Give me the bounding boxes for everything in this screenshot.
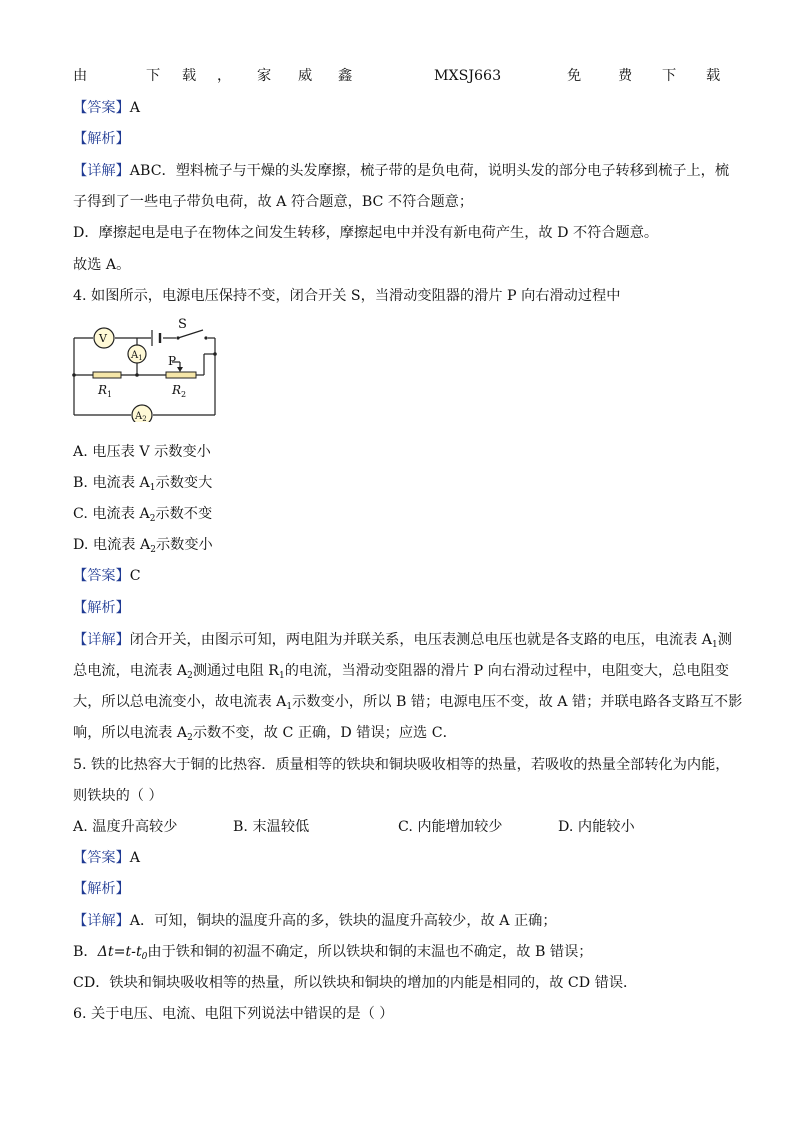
voltmeter-label: V [99, 332, 107, 345]
detail-text: ABC．塑料梳子与干燥的头发摩擦，梳子带的是负电荷，说明头发的部分电子转移到梳子上，梳 [129, 163, 730, 179]
q5-stem: 5. 铁的比热容大于铜的比热容．质量相等的铁块和铜块吸收相等的热量，若吸收的热量全部转化为内能， [73, 757, 730, 773]
q4-option-b: B. 电流表 $A_1$示数变大 [73, 475, 213, 493]
junction-dot [135, 373, 139, 377]
circuit-diagram [68, 312, 223, 422]
header-char: 由 [73, 68, 88, 84]
switch-contact [204, 336, 207, 339]
q3-analysis-tag [73, 129, 130, 149]
header-char: 免 [567, 68, 582, 84]
junction-dot [213, 352, 217, 356]
header-char: 威 [298, 68, 313, 84]
q5-option-d: D. 内能较小 [558, 819, 635, 835]
q3-conclusion: 故选 A。 [73, 257, 131, 273]
q4-detail-line-2: 总电流，电流表 $A_2$测通过电阻 $R_1$的电流，当滑动变阻器的滑片 P 向右滑动过程中，电阻变大，总电阻变 [73, 663, 729, 681]
detail-tag: 【详解】 [73, 632, 130, 648]
q4-detail-line-4: 响，所以电流表 $A_2$示数不变，故 C 正确，D 错误；应选 C． [73, 725, 457, 743]
r2-label: $R_2$ [172, 383, 187, 399]
q4-answer [73, 566, 141, 586]
rheostat-r2 [166, 372, 196, 378]
resistor-r1 [93, 372, 121, 378]
answer-tag: 【答案】 [73, 568, 130, 584]
q4-analysis-tag [73, 598, 130, 618]
slider-arrow [177, 367, 183, 372]
q5-detail-line-2: B．$\Delta t=t-t_0$由于铁和铜的初温不确定，所以铁块和铜的末温也不确定，故 B 错误； [73, 944, 593, 962]
header-char: 家 [257, 68, 272, 84]
q5-detail-line-1: 【详解】A．可知，铜块的温度升高的多，铁块的温度升高较少，故 A 正确； [73, 913, 557, 929]
analysis-tag: 【解析】 [73, 600, 130, 616]
detail-tag: 【详解】 [73, 913, 130, 929]
junction-dot [72, 373, 76, 377]
q4-option-d: D. 电流表 $A_2$示数变小 [73, 537, 213, 555]
answer-value: C [129, 568, 141, 584]
ammeter-a2-label: $A_2$ [135, 411, 147, 422]
q5-answer [73, 848, 140, 868]
header-char: 载 [182, 68, 197, 84]
q5-detail-line-3: CD．铁块和铜块吸收相等的热量，所以铁块和铜块的增加的内能是相同的，故 CD 错误． [73, 975, 638, 991]
q4-option-c: C. 电流表 $A_2$示数不变 [73, 506, 213, 524]
q3-detail-line [73, 161, 729, 181]
header-char: 载 [706, 68, 721, 84]
answer-value: A [129, 850, 141, 866]
header-code: MXSJ663 [434, 68, 502, 84]
q5-analysis-tag [73, 879, 130, 899]
answer-tag: 【答案】 [73, 100, 130, 116]
q4-option-a: A. 电压表 V 示数变小 [73, 444, 211, 460]
q4-detail-line-1: 【详解】闭合开关，由图示可知，两电阻为并联关系，电压表测总电压也就是各支路的电压，电流表 $A_1$测 [73, 632, 732, 650]
header-char: 鑫 [338, 68, 353, 84]
ammeter-a1-label: $A_1$ [131, 350, 143, 362]
formula: Δt=t-t [97, 944, 142, 960]
header-char: 下 [662, 68, 677, 84]
answer-value: A [129, 100, 141, 116]
detail-tag: 【详解】 [73, 163, 130, 179]
q3-detail-line-3: D．摩擦起电是电子在物体之间发生转移，摩擦起电中并没有新电荷产生，故 D 不符合题意。 [73, 225, 659, 241]
q3-answer [73, 98, 140, 118]
q5-option-b: B. 末温较低 [233, 819, 310, 835]
analysis-tag: 【解析】 [73, 131, 130, 147]
analysis-tag: 【解析】 [73, 881, 130, 897]
q5-option-c: C. 内能增加较少 [398, 819, 503, 835]
q3-detail-line-2: 子得到了一些电子带负电荷，故 A 符合题意，BC 不符合题意； [73, 194, 474, 210]
header-char: 费 [618, 68, 633, 84]
switch-label: S [178, 317, 187, 332]
q4-stem: 4. 如图所示，电源电压保持不变，闭合开关 S，当滑动变阻器的滑片 P 向右滑动过程中 [73, 288, 621, 304]
q5-stem-2: 则铁块的（ ） [73, 788, 163, 804]
header-char: ， [217, 68, 232, 84]
slider-label: P [168, 354, 177, 368]
q4-detail-line-3: 大，所以总电流变小，故电流表 $A_1$示数变小，所以 B 错；电源电压不变，故 A 错；并联电路各支路互不影 [73, 694, 743, 712]
q6-stem: 6. 关于电压、电流、电阻下列说法中错误的是（ ） [73, 1006, 394, 1022]
header-char: 下 [146, 68, 161, 84]
answer-tag: 【答案】 [73, 850, 130, 866]
r1-label: $R_1$ [98, 383, 113, 399]
q5-option-a: A. 温度升高较少 [73, 819, 178, 835]
